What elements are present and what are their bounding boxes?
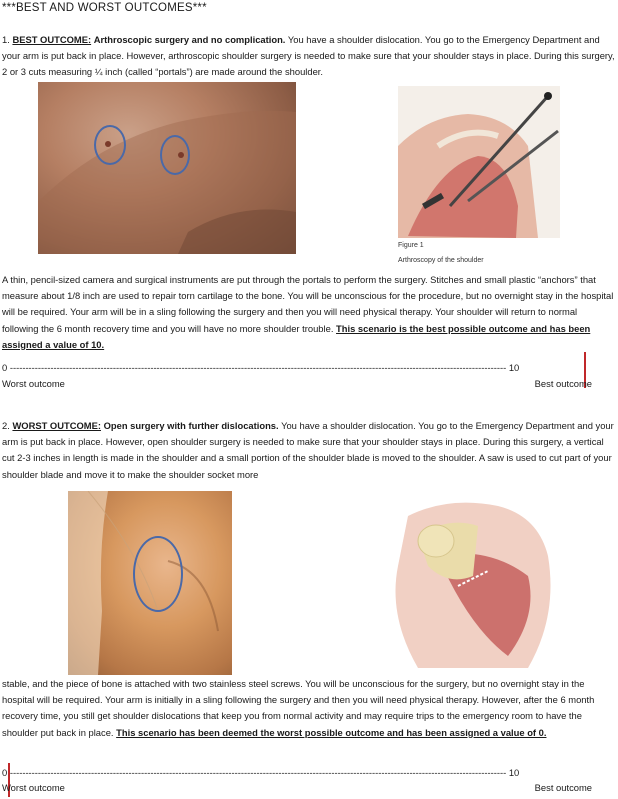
worst-scale-max: 10 [508, 767, 520, 778]
worst-intro-text: You have a shoulder dislocation. You go to the Emergency Department and your arm is put back in place. However, open shoulder surgery is needed to make sure that your shoulder stays in place. During this surgery, a vertical cut 2-3 inches in length is made in the shoulder and a small portion of the shoulder blade is moved to the shoulder. A saw is used to cut part of your shoulder blade and move it to make the shoulder socket more [2, 420, 614, 480]
arthroscopy-illustration [398, 86, 560, 238]
best-body-text: A thin, pencil-sized camera and surgical instruments are put through the portals to perform the surgery. Stitches and small plastic “anchors” that measure about 1/8 inch are used to repair torn cartilage to the bone. You will be unconscious for the procedure, but no overnight stay in the hospital will be required. Your arm will be in a sling following the surgery and then you will need physical therapy. Your shoulder will return to normal following the 6 month recovery time and you will have no more shoulder trouble. [2, 274, 614, 334]
figure-label: Figure 1 [398, 242, 424, 249]
worst-body-paragraph [2, 676, 616, 741]
best-scale-min: 0 [2, 362, 8, 373]
worst-rating-scale [2, 767, 519, 778]
open-surgery-photo [68, 491, 232, 675]
worst-scale-min: 0 [2, 767, 8, 778]
portal-circle-1 [94, 125, 126, 165]
worst-title: Open surgery with further dislocations. [103, 420, 279, 431]
best-scale-max: 10 [508, 362, 520, 373]
best-body-paragraph [2, 272, 616, 353]
best-intro-paragraph [2, 32, 616, 81]
incision-circle [133, 536, 183, 612]
worst-scale-dashes: --------------------------------------------------------------------------------------------------------------------------------------------------------------- [9, 767, 507, 778]
shoulder-portal-photo [38, 82, 296, 254]
worst-scale-labels [2, 782, 592, 793]
worst-label: WORST OUTCOME: [12, 420, 101, 431]
best-rating-scale [2, 362, 519, 373]
best-worst-label: Worst outcome [2, 378, 65, 389]
worst-intro-paragraph [2, 418, 616, 483]
worst-worst-label: Worst outcome [2, 782, 65, 793]
best-best-label: Best outcome [534, 378, 592, 389]
best-intro-text: You have a shoulder dislocation. You go to the Emergency Department and your arm is put back in place. However, arthroscopic shoulder surgery is needed to make sure that your shoulder stays in place. During this surgery, 2 or 3 cuts measuring ¼ inch (called “portals”) are made around the shoulder. [2, 34, 615, 78]
best-conclusion: This scenario is the best possible outcome and has been assigned a value of 10. [2, 322, 591, 350]
worst-conclusion: This scenario has been deemed the worst possible outcome and has been assigned a value of 0. [116, 726, 547, 738]
best-number: 1. [2, 34, 10, 45]
best-scale-dashes: --------------------------------------------------------------------------------------------------------------------------------------------------------------- [9, 362, 507, 373]
best-scale-labels [2, 378, 592, 389]
figure-caption: Arthroscopy of the shoulder [398, 257, 484, 264]
page-heading: ***BEST AND WORST OUTCOMES*** [2, 2, 207, 14]
worst-best-label: Best outcome [534, 782, 592, 793]
portal-circle-2 [160, 135, 190, 175]
best-title: Arthroscopic surgery and no complication. [93, 34, 286, 45]
best-label: BEST OUTCOME: [12, 34, 92, 45]
worst-body-text: stable, and the piece of bone is attached with two stainless steel screws. You will be unconscious for the surgery, but no overnight stay in the hospital will be required. Your arm is initially in a sling following the surgery and then you will need physical therapy. However, after the 6 month recovery time, you still get shoulder dislocations that keep you from normal activity and may require trips to the emergency room to have the shoulder put back in place. [2, 678, 595, 738]
worst-number: 2. [2, 420, 10, 431]
shoulder-anatomy-illustration [378, 496, 568, 668]
